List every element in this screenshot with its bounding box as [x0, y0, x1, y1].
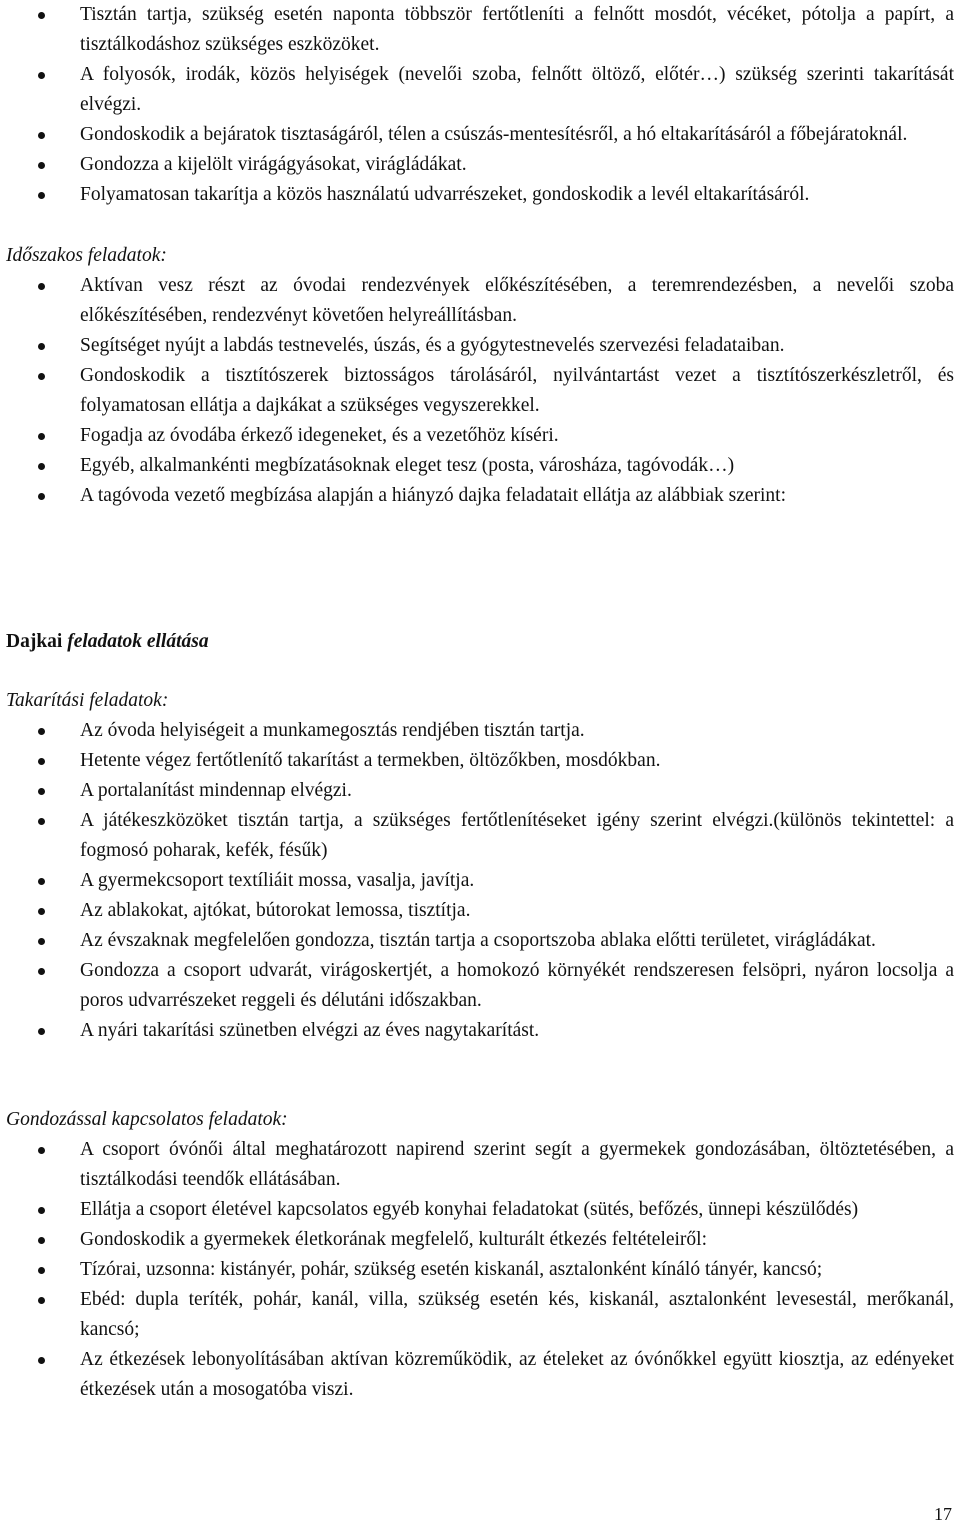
duties-list-cleaning — [0, 716, 960, 1046]
section-title-bold: Dajkai — [6, 631, 68, 652]
bullet-icon — [38, 132, 45, 139]
bullet-icon — [38, 788, 45, 795]
list-item: Folyamatosan takarítja a közös használatú udvarrészeket, gondoskodik a levél eltakarításáról. — [0, 180, 960, 210]
list-item: Tízórai, uzsonna: kistányér, pohár, szükség esetén kiskanál, asztalonként kínáló tányér, kancsó; — [0, 1255, 960, 1285]
list-item: Az óvoda helyiségeit a munkamegosztás rendjében tisztán tartja. — [0, 716, 960, 746]
bullet-icon — [38, 162, 45, 169]
list-item: Egyéb, alkalmankénti megbízatásoknak eleget tesz (posta, városháza, tagóvodák…) — [0, 451, 960, 481]
list-item: Fogadja az óvodába érkező idegeneket, és a vezetőhöz kíséri. — [0, 421, 960, 451]
duties-list-periodic — [0, 271, 960, 511]
bullet-icon — [38, 1207, 45, 1214]
bullet-icon — [38, 493, 45, 500]
bullet-icon — [38, 908, 45, 915]
heading-cleaning-tasks: Takarítási feladatok: — [6, 690, 169, 711]
bullet-icon — [38, 12, 45, 19]
list-item: A portalanítást mindennap elvégzi. — [0, 776, 960, 806]
bullet-icon — [38, 878, 45, 885]
bullet-icon — [38, 192, 45, 199]
section-title — [0, 627, 209, 657]
list-item: A nyári takarítási szünetben elvégzi az éves nagytakarítást. — [0, 1016, 960, 1046]
list-item: A tagóvoda vezető megbízása alapján a hiányzó dajka feladatait ellátja az alábbiak szerint: — [0, 481, 960, 511]
duties-list-general — [0, 0, 960, 210]
list-item: Gondoskodik a tisztítószerek biztosságos tárolásáról, nyilvántartást vezet a tisztítószerkészletről, és folyamatosan ellátja a dajkákat a szükséges vegyszerekkel. — [0, 361, 960, 421]
bullet-icon — [38, 758, 45, 765]
bullet-icon — [38, 1357, 45, 1364]
bullet-icon — [38, 72, 45, 79]
list-item: Gondoskodik a bejáratok tisztaságáról, télen a csúszás-mentesítésről, a hó eltakarításáról a főbejáratoknál. — [0, 120, 960, 150]
list-item: Gondoskodik a gyermekek életkorának megfelelő, kulturált étkezés feltételeiről: — [0, 1225, 960, 1255]
bullet-icon — [38, 1028, 45, 1035]
list-item: Tisztán tartja, szükség esetén naponta többször fertőtleníti a felnőtt mosdót, vécéket, pótolja a papírt, a tisztálkodáshoz szükséges eszközöket. — [0, 0, 960, 60]
list-item: Aktívan vesz részt az óvodai rendezvények előkészítésében, a teremrendezésben, a nevelői szoba előkészítésében, rendezvényt követően helyreállításban. — [0, 271, 960, 331]
bullet-icon — [38, 463, 45, 470]
list-item: A játékeszközöket tisztán tartja, a szükséges fertőtlenítéseket igény szerint elvégzi.(különös tekintettel: a fogmosó poharak, kefék, fésűk) — [0, 806, 960, 866]
list-item: Az évszaknak megfelelően gondozza, tisztán tartja a csoportszoba ablaka előtti területet, virágládákat. — [0, 926, 960, 956]
list-item: Gondozza a kijelölt virágágyásokat, virágládákat. — [0, 150, 960, 180]
list-item: Ellátja a csoport életével kapcsolatos egyéb konyhai feladatokat (sütés, befőzés, ünnepi készülődés) — [0, 1195, 960, 1225]
duties-list-care — [0, 1135, 960, 1405]
bullet-icon — [38, 1147, 45, 1154]
list-item: A gyermekcsoport textíliáit mossa, vasalja, javítja. — [0, 866, 960, 896]
bullet-icon — [38, 433, 45, 440]
section-title-italic: feladatok ellátása — [67, 631, 209, 652]
list-item: Segítséget nyújt a labdás testnevelés, úszás, és a gyógytestnevelés szervezési feladataiban. — [0, 331, 960, 361]
list-item: Ebéd: dupla teríték, pohár, kanál, villa, szükség esetén kés, kiskanál, asztalonként levesestál, merőkanál, kancsó; — [0, 1285, 960, 1345]
list-item: Az ablakokat, ajtókat, bútorokat lemossa, tisztítja. — [0, 896, 960, 926]
bullet-icon — [38, 343, 45, 350]
list-item: A csoport óvónői által meghatározott napirend szerint segít a gyermekek gondozásában, öltöztetésében, a tisztálkodási teendők ellátásában. — [0, 1135, 960, 1195]
bullet-icon — [38, 1237, 45, 1244]
list-item: A folyosók, irodák, közös helyiségek (nevelői szoba, felnőtt öltöző, előtér…) szükség szerinti takarítását elvégzi. — [0, 60, 960, 120]
page-number: 17 — [934, 1504, 952, 1524]
list-item: Gondozza a csoport udvarát, virágoskertjét, a homokozó környékét rendszeresen felsöpri, nyáron locsolja a poros udvarrészeket reggeli és délutáni időszakban. — [0, 956, 960, 1016]
bullet-icon — [38, 283, 45, 290]
bullet-icon — [38, 1297, 45, 1304]
bullet-icon — [38, 938, 45, 945]
bullet-icon — [38, 373, 45, 380]
bullet-icon — [38, 1267, 45, 1274]
bullet-icon — [38, 728, 45, 735]
list-item: Az étkezések lebonyolításában aktívan közreműködik, az ételeket az óvónőkkel együtt kiosztja, az edényeket étkezések után a mosogatóba viszi. — [0, 1345, 960, 1405]
heading-periodic-tasks: Időszakos feladatok: — [6, 245, 167, 266]
heading-care-tasks: Gondozással kapcsolatos feladatok: — [6, 1109, 288, 1130]
bullet-icon — [38, 818, 45, 825]
list-item: Hetente végez fertőtlenítő takarítást a termekben, öltözőkben, mosdókban. — [0, 746, 960, 776]
bullet-icon — [38, 968, 45, 975]
